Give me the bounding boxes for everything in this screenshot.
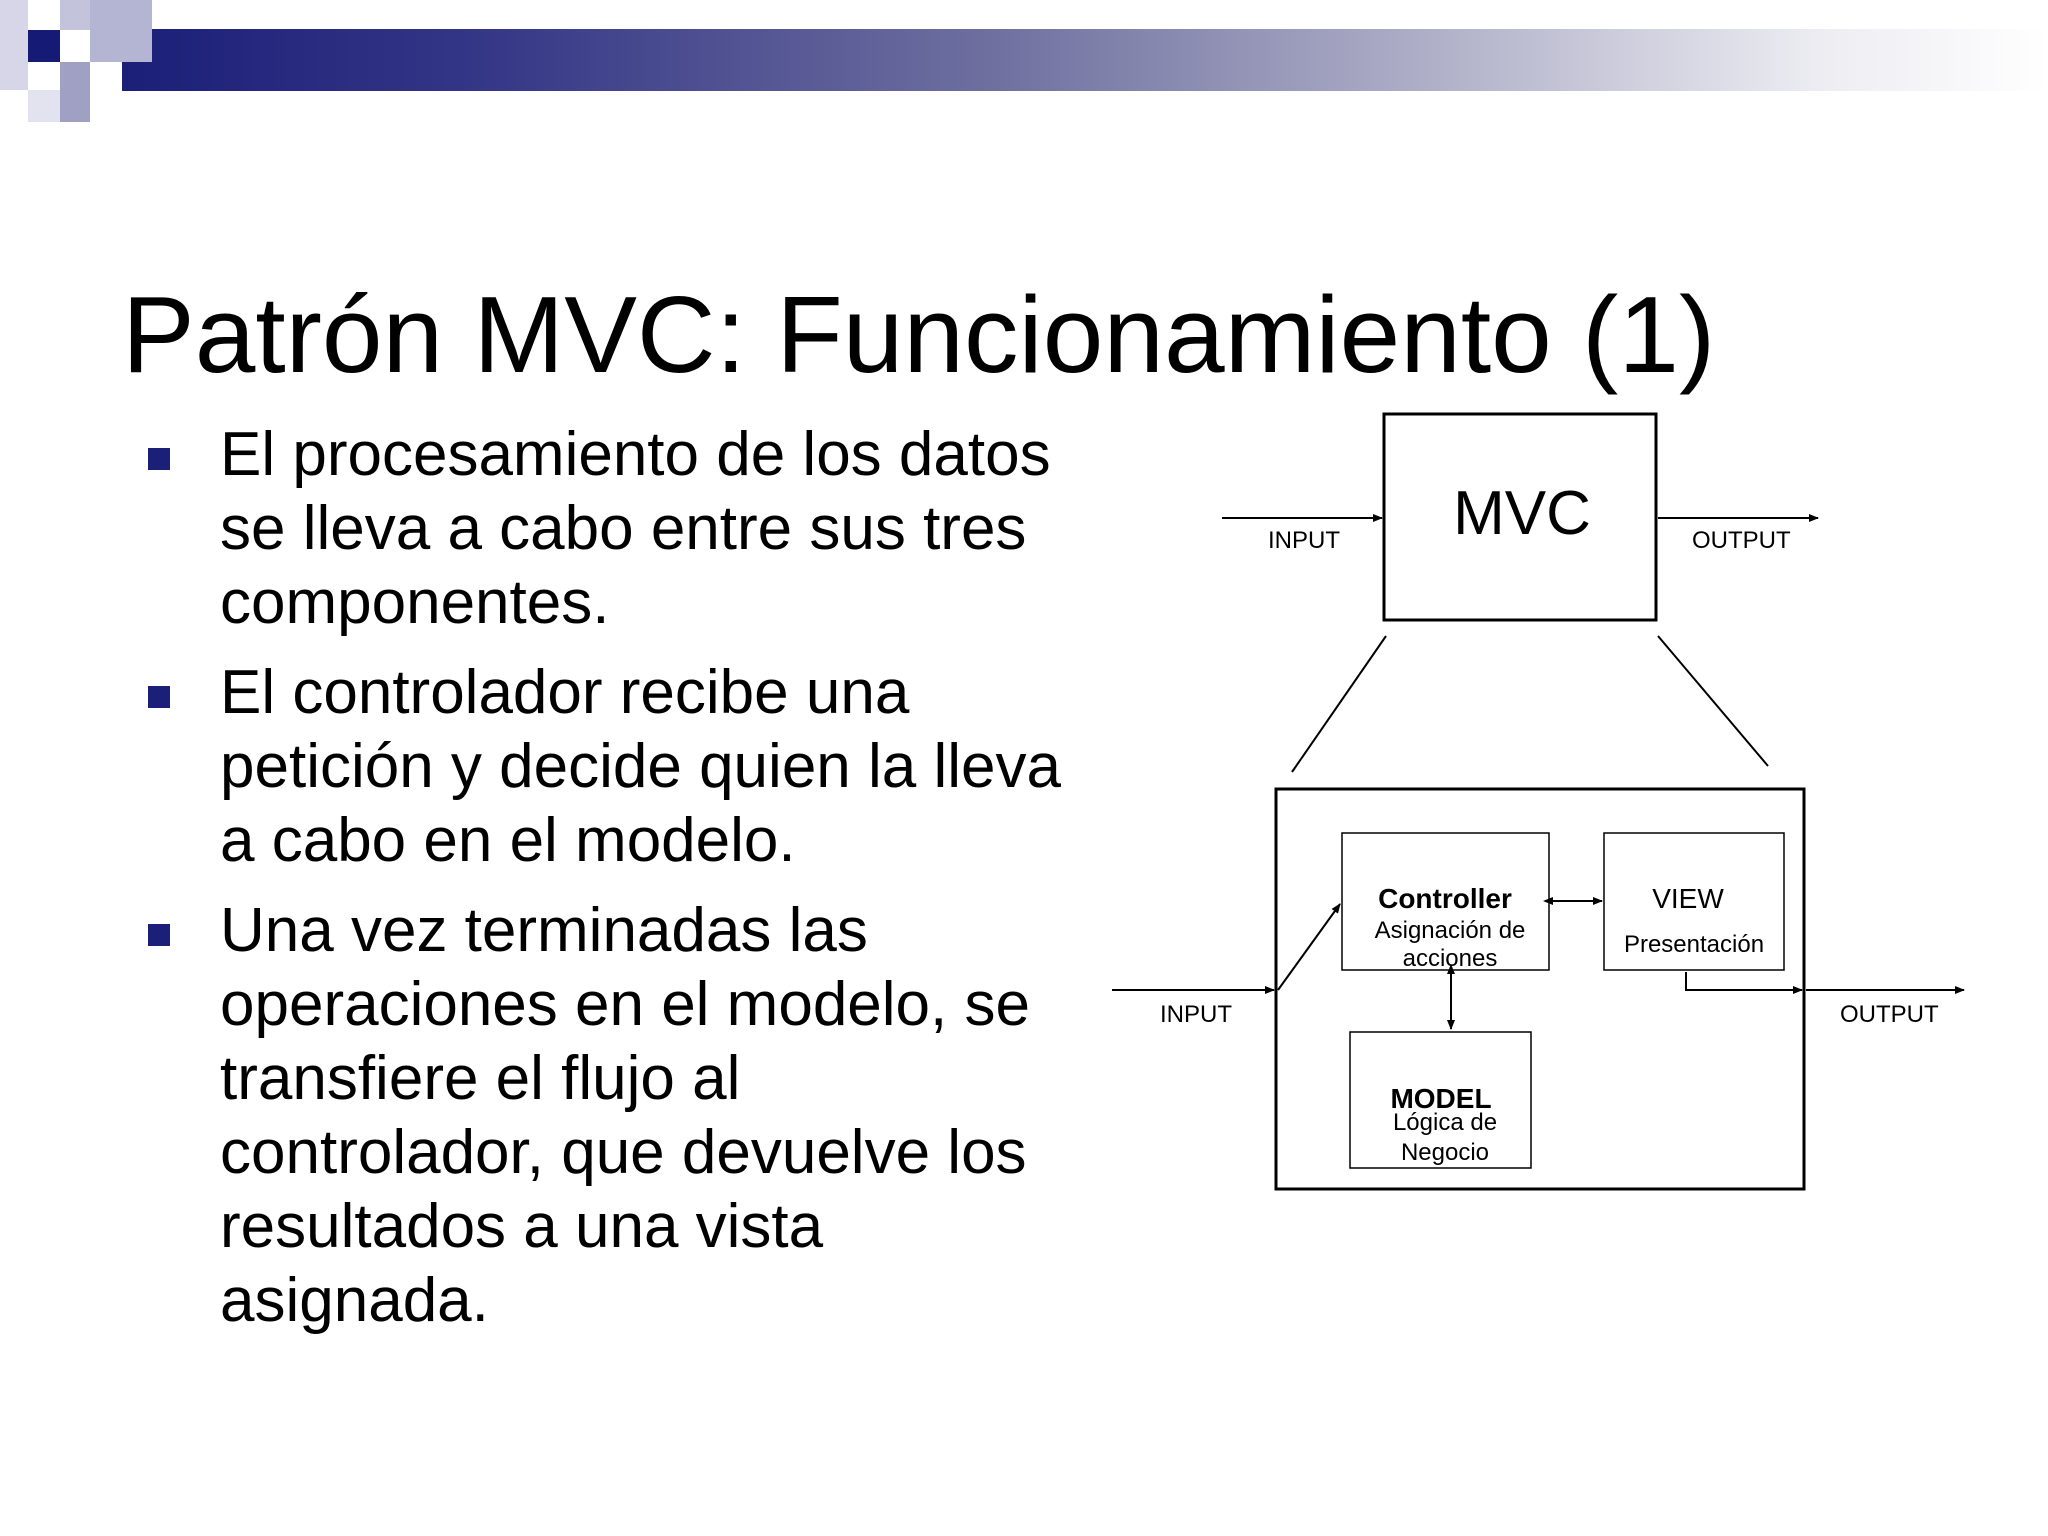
input-controller-arrow [1278,904,1340,990]
slide-title: Patrón MVC: Funcionamiento (1) [122,274,1716,396]
bottom-input-label: INPUT [1160,1001,1232,1028]
view-line1: Presentación [1623,931,1765,958]
controller-title: Controller [1378,883,1512,914]
model-line1: Lógica de [1392,1109,1498,1136]
mvc-top-box-label: MVC [1453,479,1591,548]
model-line2: Negocio [1400,1139,1490,1166]
zoom-line-right [1658,636,1768,766]
bullet-text: El controlador recibe una petición y decide quien la lleva a cabo en el modelo. [220,658,1061,875]
view-title: VIEW [1652,883,1724,914]
bottom-output-label: OUTPUT [1840,1001,1939,1028]
bullet-text: El procesamiento de los datos se lleva a cabo entre sus tres componentes. [220,420,1051,637]
controller-line2: acciones [1402,945,1498,972]
model-title: MODEL [1390,1083,1492,1114]
controller-line1: Asignación de [1374,917,1526,944]
bullet-text: Una vez terminadas las operaciones en el modelo, se transfiere el flujo al controlador, que devuelve los resultados a una vista asignada. [220,896,1030,1335]
top-output-label: OUTPUT [1692,527,1791,554]
zoom-line-left [1292,636,1386,772]
view-output-connector [1686,972,1802,990]
top-input-label: INPUT [1268,527,1340,554]
